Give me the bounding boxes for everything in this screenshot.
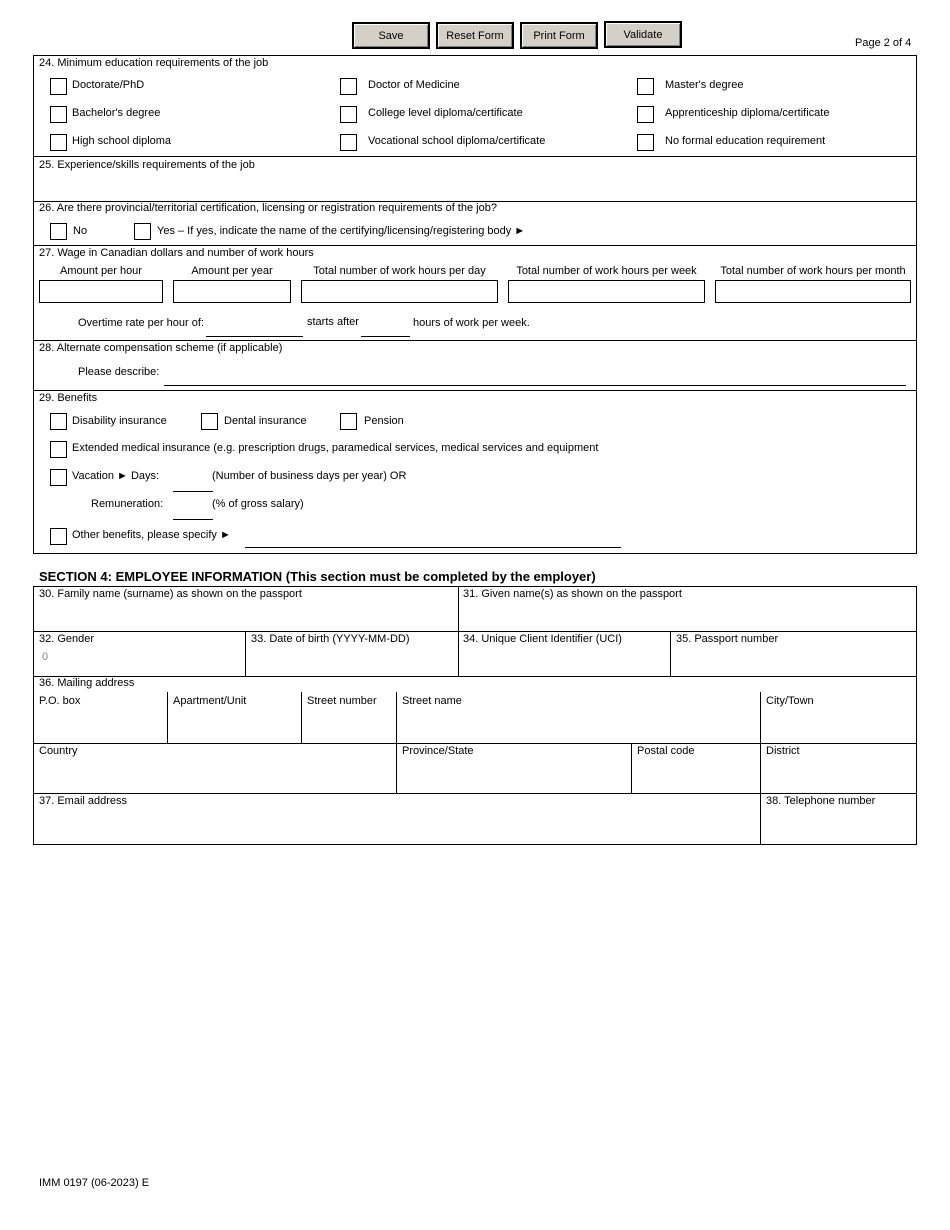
hours-per-week-label: Total number of work hours per week (516, 265, 697, 277)
apprenticeship-diploma-checkbox[interactable] (637, 106, 654, 123)
compensation-scheme-input[interactable] (164, 369, 906, 386)
q27-title: 27. Wage in Canadian dollars and number of work hours (39, 247, 314, 259)
doctorate-checkbox[interactable] (50, 78, 67, 95)
divider (396, 692, 397, 793)
dental-insurance-label: Dental insurance (224, 415, 307, 427)
starts-after-label: starts after (307, 316, 359, 328)
masters-degree-checkbox[interactable] (637, 78, 654, 95)
high-school-diploma-label: High school diploma (72, 135, 172, 147)
doctorate-label: Doctorate/PhD (72, 79, 145, 91)
email-input[interactable] (35, 810, 758, 843)
pension-label: Pension (364, 415, 404, 427)
q24-title: 24. Minimum education requirements of the job (39, 57, 269, 69)
divider (167, 692, 168, 743)
remuneration-input[interactable] (173, 503, 213, 520)
other-benefits-checkbox[interactable] (50, 528, 67, 545)
apprenticeship-diploma-label: Apprenticeship diploma/certificate (665, 107, 830, 119)
divider (33, 340, 917, 341)
divider (245, 631, 246, 676)
city-input[interactable] (762, 710, 915, 741)
no-formal-education-label: No formal education requirement (665, 135, 826, 147)
overtime-label: Overtime rate per hour of: (78, 317, 204, 329)
college-diploma-label: College level diploma/certificate (368, 107, 523, 119)
q35-label: 35. Passport number (676, 633, 779, 645)
divider (33, 793, 917, 794)
doctor-of-medicine-label: Doctor of Medicine (368, 79, 460, 91)
q32-label: 32. Gender (39, 633, 95, 645)
remuneration-note: (% of gross salary) (212, 498, 304, 510)
divider (760, 692, 761, 845)
vocational-diploma-label: Vocational school diploma/certificate (368, 135, 546, 147)
passport-number-input[interactable] (672, 648, 915, 674)
district-label: District (766, 745, 800, 757)
amount-per-hour-label: Amount per hour (60, 265, 142, 277)
hours-per-month-input[interactable] (715, 280, 911, 303)
amount-per-year-label: Amount per year (191, 265, 273, 277)
q37-label: 37. Email address (39, 795, 128, 807)
section4-title: SECTION 4: EMPLOYEE INFORMATION (This section must be completed by the employer) (39, 569, 596, 584)
divider (631, 743, 632, 793)
q36-label: 36. Mailing address (39, 677, 135, 689)
validate-button[interactable]: Validate (604, 21, 682, 48)
street-name-label: Street name (402, 695, 462, 707)
divider (33, 156, 917, 157)
print-form-button[interactable]: Print Form (520, 22, 598, 49)
extended-medical-label: Extended medical insurance (e.g. prescription drugs, paramedical services, medical services and equipment (72, 442, 599, 454)
please-describe-label: Please describe: (78, 366, 160, 378)
no-formal-education-checkbox[interactable] (637, 134, 654, 151)
disability-insurance-label: Disability insurance (72, 415, 167, 427)
disability-insurance-checkbox[interactable] (50, 413, 67, 430)
q34-label: 34. Unique Client Identifier (UCI) (463, 633, 622, 645)
high-school-diploma-checkbox[interactable] (50, 134, 67, 151)
certification-no-label: No (73, 225, 88, 237)
certification-no-checkbox[interactable] (50, 223, 67, 240)
page-number: Page 2 of 4 (855, 37, 912, 49)
section3-box (33, 55, 917, 554)
given-name-input[interactable] (460, 603, 915, 629)
postal-code-input[interactable] (633, 760, 758, 791)
vacation-days-note: (Number of business days per year) OR (212, 470, 407, 482)
gender-select[interactable]: 0 (42, 651, 49, 663)
extended-medical-checkbox[interactable] (50, 441, 67, 458)
amount-per-year-input[interactable] (173, 280, 291, 303)
uci-input[interactable] (460, 648, 668, 674)
masters-degree-label: Master's degree (665, 79, 744, 91)
q33-label: 33. Date of birth (YYYY-MM-DD) (251, 633, 410, 645)
certification-yes-checkbox[interactable] (134, 223, 151, 240)
telephone-input[interactable] (762, 810, 915, 843)
bachelors-degree-checkbox[interactable] (50, 106, 67, 123)
divider (33, 245, 917, 246)
province-input[interactable] (398, 760, 629, 791)
hours-per-day-label: Total number of work hours per day (313, 265, 486, 277)
street-name-input[interactable] (398, 710, 758, 741)
divider (670, 631, 671, 676)
q25-title: 25. Experience/skills requirements of the job (39, 159, 255, 171)
amount-per-hour-input[interactable] (39, 280, 163, 303)
overtime-hours-input[interactable] (361, 320, 410, 337)
country-label: Country (39, 745, 78, 757)
country-input[interactable] (35, 760, 394, 791)
form-code: IMM 0197 (06-2023) E (39, 1177, 150, 1189)
q28-title: 28. Alternate compensation scheme (if applicable) (39, 342, 283, 354)
college-diploma-checkbox[interactable] (340, 106, 357, 123)
q38-label: 38. Telephone number (766, 795, 876, 807)
dental-insurance-checkbox[interactable] (201, 413, 218, 430)
po-box-input[interactable] (35, 710, 165, 741)
hours-per-week-input[interactable] (508, 280, 705, 303)
divider (301, 692, 302, 743)
other-benefits-label: Other benefits, please specify ► (72, 529, 231, 541)
doctor-of-medicine-checkbox[interactable] (340, 78, 357, 95)
certification-yes-label: Yes – If yes, indicate the name of the certifying/licensing/registering body ► (157, 225, 526, 237)
save-button[interactable]: Save (352, 22, 430, 49)
bachelors-degree-label: Bachelor's degree (72, 107, 161, 119)
q29-title: 29. Benefits (39, 392, 98, 404)
divider (33, 676, 917, 677)
reset-form-button[interactable]: Reset Form (436, 22, 514, 49)
district-input[interactable] (762, 760, 915, 791)
family-name-input[interactable] (35, 603, 455, 629)
other-benefits-input[interactable] (245, 531, 621, 548)
street-number-input[interactable] (303, 710, 394, 741)
remuneration-label: Remuneration: (91, 498, 164, 510)
street-number-label: Street number (307, 695, 377, 707)
pension-checkbox[interactable] (340, 413, 357, 430)
province-label: Province/State (402, 745, 474, 757)
divider (33, 743, 917, 744)
q31-label: 31. Given name(s) as shown on the passport (463, 588, 682, 600)
overtime-rate-input[interactable] (206, 320, 303, 337)
vacation-days-label: Vacation ► Days: (72, 470, 160, 482)
vacation-days-input[interactable] (173, 475, 213, 492)
postal-code-label: Postal code (637, 745, 695, 757)
experience-skills-field[interactable] (35, 174, 915, 199)
apartment-label: Apartment/Unit (173, 695, 247, 707)
city-label: City/Town (766, 695, 814, 707)
date-of-birth-input[interactable] (247, 648, 456, 674)
hours-per-month-label: Total number of work hours per month (720, 265, 906, 277)
divider (458, 586, 459, 676)
hours-per-day-input[interactable] (301, 280, 498, 303)
divider (33, 390, 917, 391)
q26-title: 26. Are there provincial/territorial certification, licensing or registration requirements of the job? (39, 202, 497, 214)
vacation-checkbox[interactable] (50, 469, 67, 486)
q30-label: 30. Family name (surname) as shown on the passport (39, 588, 302, 600)
vocational-diploma-checkbox[interactable] (340, 134, 357, 151)
po-box-label: P.O. box (39, 695, 81, 707)
hours-per-week-text: hours of work per week. (413, 317, 530, 329)
apartment-input[interactable] (169, 710, 299, 741)
divider (33, 631, 917, 632)
